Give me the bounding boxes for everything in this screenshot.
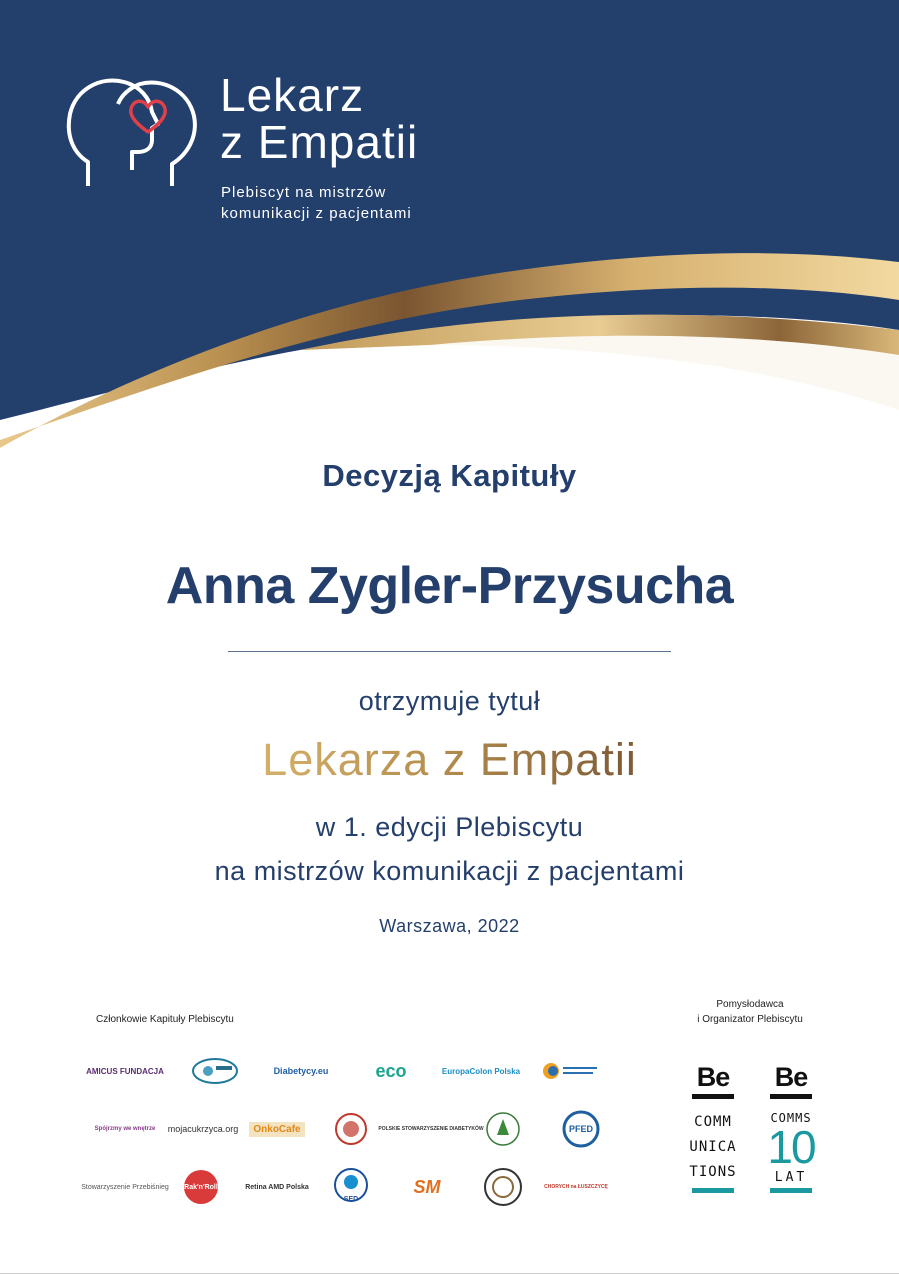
heart-icon bbox=[131, 101, 165, 132]
partner-logo-2 bbox=[182, 1052, 248, 1090]
partner-emblem-icon bbox=[483, 1167, 523, 1207]
partner-logo-sed bbox=[318, 1168, 384, 1206]
partner-logo-label: Spójrzmy we wnętrze bbox=[94, 1126, 156, 1132]
partner-logo-luszczyca bbox=[544, 1168, 608, 1206]
edition-text: w 1. edycji Plebiscytu bbox=[315, 812, 584, 842]
partner-logo-przebisnieg bbox=[81, 1168, 169, 1206]
organizer-label bbox=[660, 997, 840, 1027]
be-bottom-bar bbox=[770, 1188, 812, 1193]
partner-logo-diabetycy bbox=[268, 1052, 334, 1090]
be-top-bar bbox=[770, 1094, 812, 1099]
be-comms-line: COMMS bbox=[770, 1111, 812, 1125]
partner-logo-onkocafe bbox=[244, 1110, 310, 1148]
chapter-members-label: Członkowie Kapituły Plebiscytu bbox=[96, 1014, 234, 1025]
partner-logo-retina bbox=[244, 1168, 310, 1206]
partner-logo-label: AMICUS FUNDACJA bbox=[86, 1066, 164, 1076]
partner-logo-label: PFED bbox=[568, 1124, 593, 1134]
partner-logo-label: eco bbox=[375, 1060, 407, 1081]
partner-logo-12 bbox=[470, 1110, 536, 1148]
be-wordmark: Be bbox=[696, 1062, 730, 1092]
brand-title-line2: z Empatii bbox=[220, 116, 419, 168]
partner-emblem-icon bbox=[541, 1061, 601, 1081]
name-divider bbox=[228, 651, 671, 652]
partner-logo-label: mojacukrzyca.org bbox=[167, 1124, 239, 1134]
partner-logo-mojacukrzyca bbox=[167, 1110, 239, 1148]
partner-logo-amicus bbox=[86, 1052, 164, 1090]
partner-logo-label: Retina AMD Polska bbox=[245, 1183, 309, 1191]
partner-logo-europacolon bbox=[441, 1052, 521, 1090]
city-year: Warszawa, 2022 bbox=[379, 916, 520, 936]
partner-logo-label: Diabetycy.eu bbox=[273, 1066, 329, 1076]
partner-logo-label: OnkoCafe bbox=[249, 1122, 304, 1137]
partner-logo-label: EuropaColon Polska bbox=[441, 1066, 521, 1076]
brand-title bbox=[220, 69, 419, 168]
brand-title-line1: Lekarz bbox=[220, 69, 365, 121]
partner-emblem-icon bbox=[334, 1112, 368, 1146]
partner-logo-label: Stowarzyszenie Przebiśnieg bbox=[81, 1183, 169, 1191]
be-comms-10-lat-logo bbox=[756, 1062, 826, 1202]
partner-logo-psd bbox=[378, 1110, 484, 1148]
be-comm-line: UNICA bbox=[689, 1139, 737, 1155]
receives-text: otrzymuje tytuł bbox=[358, 686, 541, 716]
lat-label: LAT bbox=[774, 1170, 808, 1185]
decision-heading: Decyzją Kapituły bbox=[322, 458, 577, 493]
brand-subtitle-line2: komunikacji z pacjentami bbox=[221, 205, 412, 222]
brand-subtitle-line1: Plebiscyt na mistrzów bbox=[221, 184, 387, 201]
ten-years-number: 10 bbox=[767, 1121, 815, 1173]
partner-logo-pfed bbox=[548, 1110, 614, 1148]
be-top-bar bbox=[692, 1094, 734, 1099]
be-comm-line: COMM bbox=[694, 1114, 732, 1130]
partner-emblem-icon bbox=[190, 1056, 240, 1086]
brand-subtitle bbox=[221, 182, 412, 224]
partner-logo-spojrzmy bbox=[92, 1110, 158, 1148]
masters-text: na mistrzów komunikacji z pacjentami bbox=[214, 856, 685, 886]
organizer-label-line1: Pomysłodawca bbox=[716, 999, 784, 1010]
partner-logo-6 bbox=[538, 1052, 604, 1090]
award-title bbox=[0, 734, 899, 786]
be-wordmark: Be bbox=[774, 1062, 808, 1092]
award-title-text: Lekarza z Empatii bbox=[262, 734, 637, 785]
partner-logo-sm bbox=[394, 1168, 460, 1206]
partner-logo-raknroll bbox=[168, 1168, 234, 1206]
organizer-label-line2: i Organizator Plebiscytu bbox=[697, 1014, 803, 1025]
be-communications-logo bbox=[678, 1062, 748, 1202]
brand-logo bbox=[62, 72, 202, 190]
bottom-rule bbox=[0, 1273, 899, 1274]
partner-logo-eco bbox=[358, 1052, 424, 1090]
partner-logo-label: Rak'n'Roll bbox=[184, 1183, 218, 1191]
partner-logo-10 bbox=[318, 1110, 384, 1148]
partner-emblem-icon bbox=[485, 1111, 521, 1147]
be-comm-lines bbox=[678, 1110, 748, 1185]
partner-logo-label: SED bbox=[343, 1196, 359, 1203]
awardee-name: Anna Zygler-Przysucha bbox=[165, 557, 734, 615]
partner-logo-label: CHORYCH na ŁUSZCZYCĘ bbox=[544, 1184, 608, 1190]
partner-logo-label: SM bbox=[413, 1176, 441, 1197]
partner-logo-19 bbox=[470, 1168, 536, 1206]
be-bottom-bar bbox=[692, 1188, 734, 1193]
be-comm-line: TIONS bbox=[689, 1164, 737, 1180]
header-banner bbox=[0, 0, 899, 460]
partner-logo-label: POLSKIE STOWARZYSZENIE DIABETYKÓW bbox=[378, 1126, 484, 1132]
